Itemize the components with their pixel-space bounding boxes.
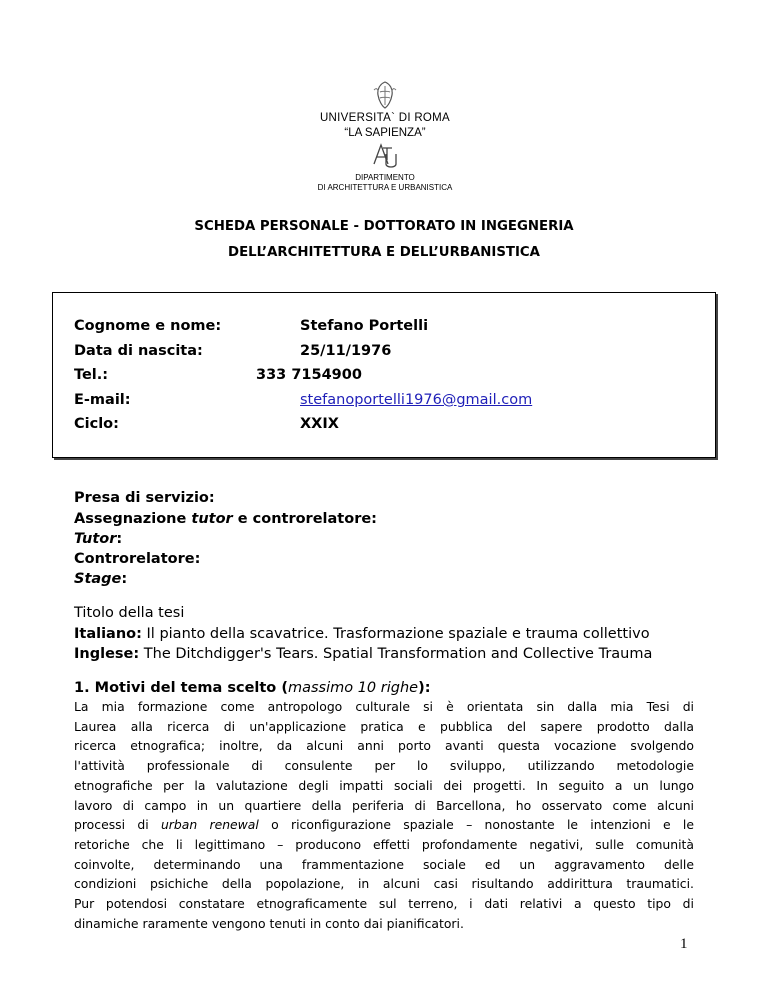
section-1-heading-em: massimo 10 righe (287, 680, 419, 696)
name-value: Stefano Portelli (300, 318, 429, 334)
section-1-heading (74, 680, 431, 696)
body-line: Laurea alla ricerca di un'applicazione pratica e pubblica del sapere prodotto dalla (74, 718, 694, 734)
crest-icon (371, 80, 399, 110)
university-name: UNIVERSITA` DI ROMA (319, 112, 451, 124)
assignment-text-a: Assegnazione (74, 511, 192, 527)
body-line: coinvolte, determinando una frammentazione sociale ed un aggravamento delle (74, 856, 694, 872)
thesis-heading (74, 605, 184, 621)
email-link[interactable]: stefanoportelli1976@gmail.com (300, 392, 533, 408)
english-label: Inglese: (74, 646, 140, 662)
line7-text-b: o riconfigurazione spaziale – nonostante le intenzioni e le (258, 817, 694, 833)
thesis-title-italian (74, 626, 650, 642)
page-number: 1 (680, 936, 688, 952)
document-title-line-2: DELL’ARCHITETTURA E DELL’URBANISTICA (228, 245, 540, 260)
assignment-text-b: e controrelatore: (232, 511, 377, 527)
stage-label (74, 571, 127, 587)
department-monogram-icon (370, 142, 400, 170)
phone-label: Tel.: (74, 367, 109, 383)
italian-label: Italiano: (74, 626, 142, 642)
cycle-label: Ciclo: (74, 416, 119, 432)
service-start-label: Presa di servizio: (74, 490, 215, 506)
co-supervisor-label: Controrelatore: (74, 551, 201, 567)
italian-title: Il pianto della scavatrice. Trasformazione spaziale e trauma collettivo (141, 626, 650, 642)
assignment-label (74, 511, 377, 527)
stage-label-colon: : (121, 571, 128, 587)
thesis-title-english (74, 646, 652, 662)
department-line-2: DI ARCHITETTURA E URBANISTICA (317, 183, 453, 192)
body-line: retoriche che li legittimano – producono effetti profondamente negativi, sulle comunità (74, 836, 694, 852)
body-line: ricerca etnografica; inoltre, da alcuni anni porto avanti questa vocazione svolgendo (74, 738, 694, 754)
body-line: Pur potendosi constatare etnograficamente sul terreno, i dati relativi a questo tipo di (74, 896, 694, 912)
personal-info-box (52, 292, 716, 458)
body-line: condizioni psichiche della popolazione, in alcuni casi risultando addirittura traumatici. (74, 876, 694, 892)
body-line: lavoro di campo in un quartiere della periferia di Barcellona, ho osservato come alcuni (74, 797, 694, 813)
name-label: Cognome e nome: (74, 318, 222, 334)
stage-label-text: Stage (74, 571, 122, 587)
tutor-label-colon: : (116, 531, 123, 547)
birth-date-value: 25/11/1976 (300, 343, 392, 359)
body-line: l'attività professionale di consulente per lo sviluppo, utilizzando metodologie (74, 758, 694, 774)
cycle-value: XXIX (300, 416, 339, 432)
body-line: etnografiche per la valutazione degli impatti sociali dei progetti. In seguito a un lungo (74, 777, 694, 793)
thesis-heading-text: Titolo della tesi (74, 605, 185, 621)
english-title: The Ditchdigger's Tears. Spatial Transformation and Collective Trauma (139, 646, 653, 662)
email-label: E-mail: (74, 392, 131, 408)
document-title-line-1: SCHEDA PERSONALE - DOTTORATO IN INGEGNERIA (194, 219, 574, 234)
body-line: La mia formazione come antropologo culturale si è orientata sin dalla mia Tesi di (74, 699, 694, 714)
line7-text-a: processi di (74, 817, 161, 833)
department-line-1: DIPARTIMENTO (355, 173, 415, 182)
assignment-text-tutor: tutor (191, 511, 233, 527)
section-1-body (74, 697, 694, 933)
body-line-with-emphasis (74, 815, 694, 835)
body-line: dinamiche raramente vengono tenuti in conto dai pianificatori. (74, 915, 464, 931)
tutor-label (74, 531, 122, 547)
section-1-heading-c: ): (418, 680, 431, 696)
section-1-heading-a: 1. Motivi del tema scelto ( (74, 680, 288, 696)
university-logo (300, 80, 470, 190)
tutor-label-text: Tutor (74, 531, 117, 547)
line7-emphasis: urban renewal (160, 817, 259, 833)
birth-date-label: Data di nascita: (74, 343, 203, 359)
university-subtitle: “LA SAPIENZA” (344, 127, 426, 139)
phone-value: 333 7154900 (256, 367, 362, 383)
